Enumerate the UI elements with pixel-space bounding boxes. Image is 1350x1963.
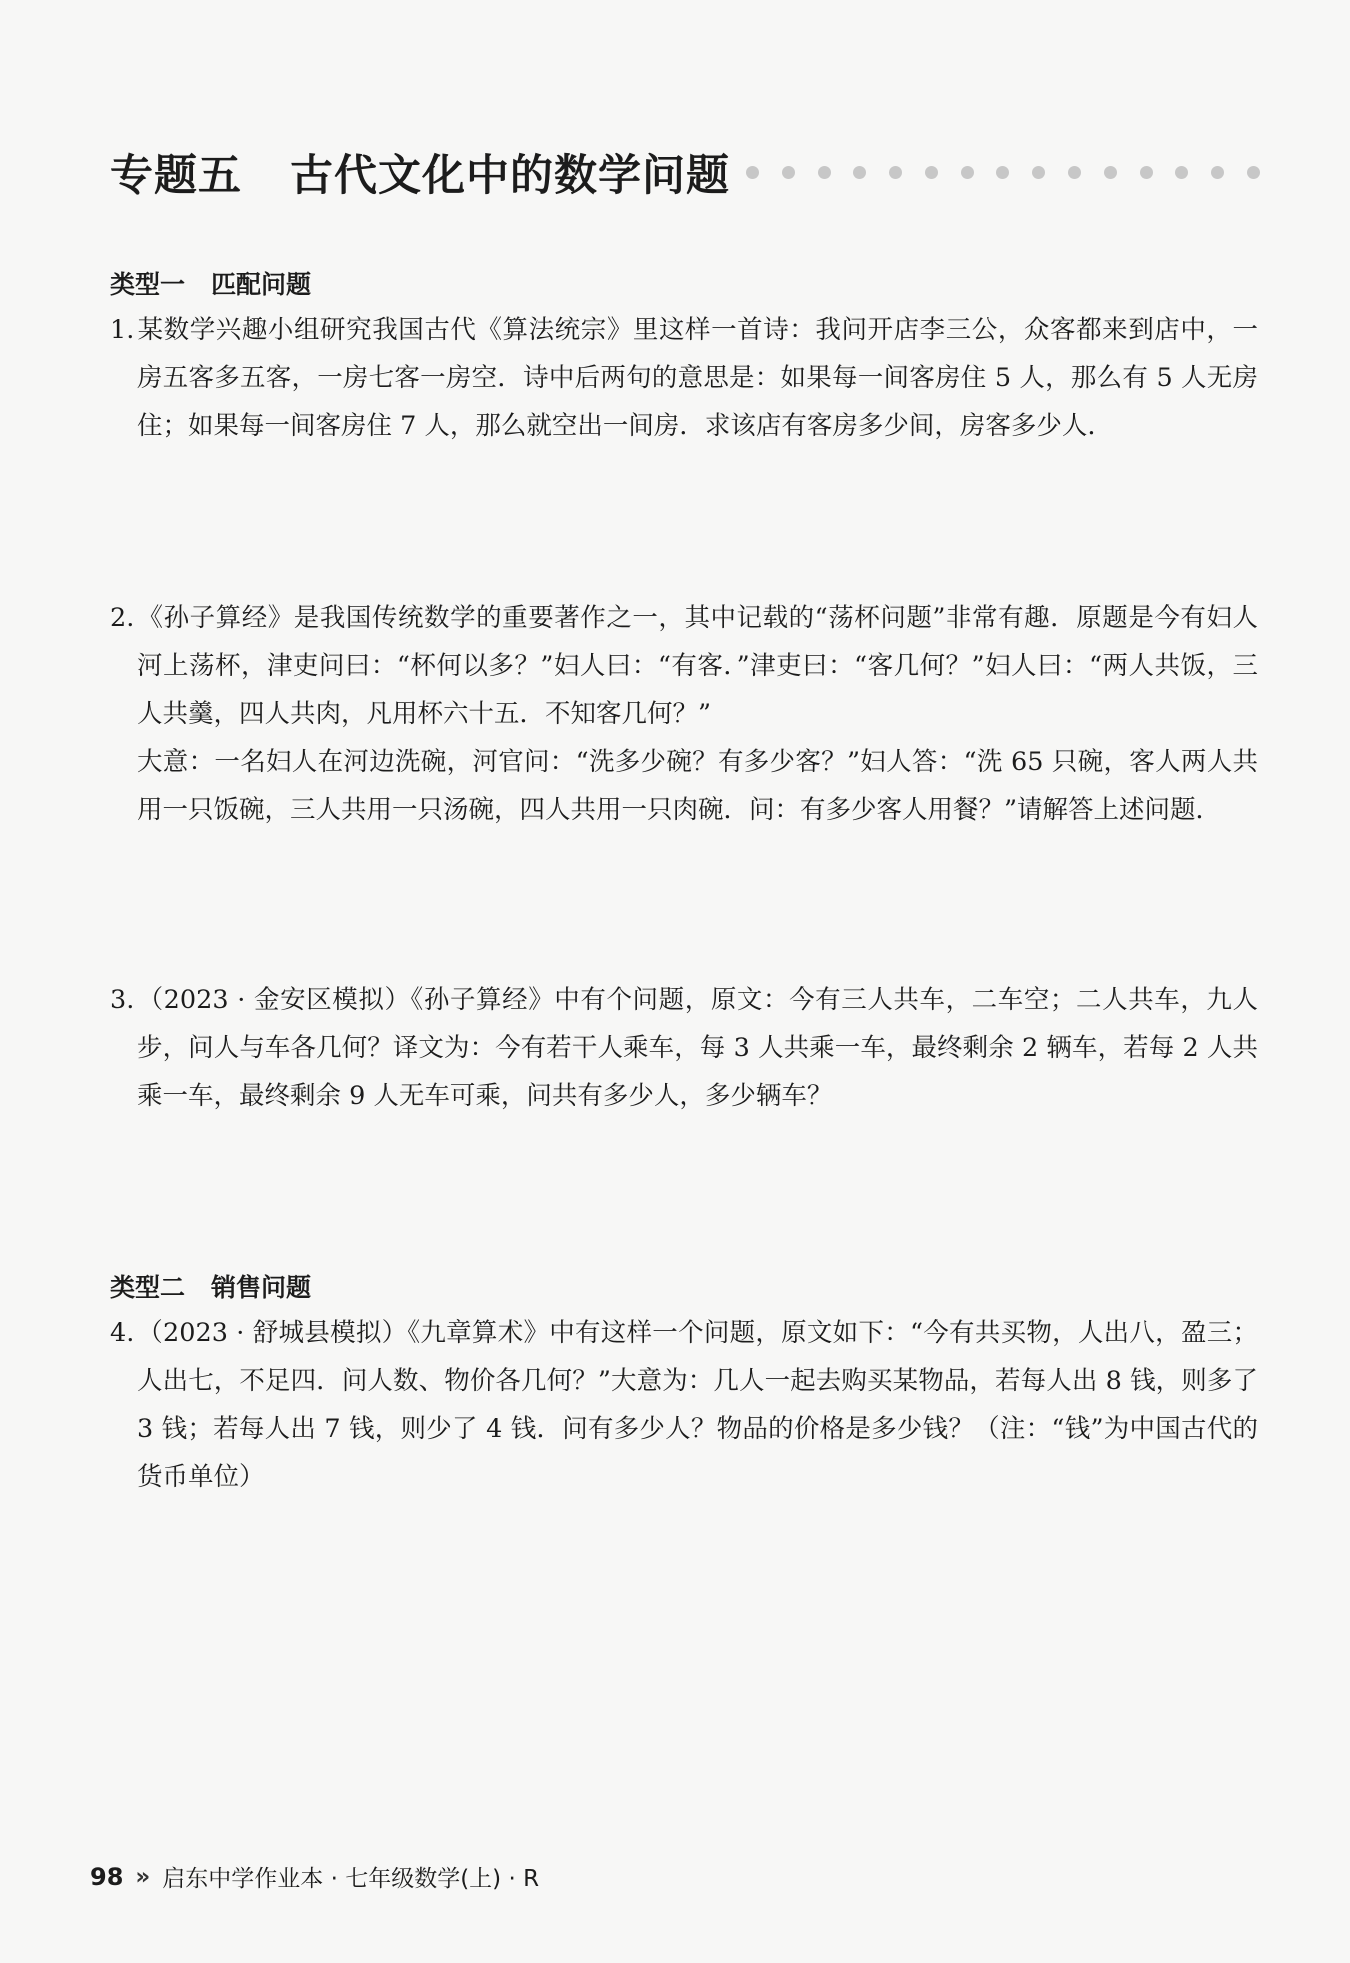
question-2 [110,594,1258,834]
question-number: 2. [110,603,135,633]
divider-dot [1211,166,1224,179]
question-3 [110,976,1258,1120]
topic-title: 古代文化中的数学问题 [290,150,730,201]
page-title [110,142,1260,202]
question-number: 3. [110,985,135,1015]
section-heading-sales [110,1268,311,1304]
question-number: 4. [110,1318,135,1348]
chevron-right-icon: » [135,1863,151,1890]
divider-dot [1104,166,1117,179]
question-number: 1. [110,315,135,345]
section-name: 销售问题 [211,1273,312,1302]
section-label: 类型二 [110,1273,186,1302]
question-text: 《孙子算经》是我国传统数学的重要著作之一，其中记载的“荡杯问题”非常有趣．原题是今有妇人河上荡杯，津吏问曰：“杯何以多？”妇人曰：“有客．”津吏曰：“客几何？”妇人曰：“两人共饭，三人共羹，四人共肉，凡用杯六十五．不知客几何？” [137,603,1258,729]
book-title: 启东中学作业本 · 七年级数学(上) · R [162,1866,540,1892]
section-heading-matching [110,265,311,301]
divider-dot [746,166,759,179]
question-text: （2023 · 舒城县模拟）《九章算术》中有这样一个问题，原文如下：“今有共买物，人出八，盈三；人出七，不足四．问人数、物价各几何？”大意为：几人一起去购买某物品，若每人出 8 钱，则多了 3 钱；若每人出 7 钱，则少了 4 钱．问有多少人？物品的价格是多少钱？（注：“钱”为中国古代的货币单位） [137,1318,1258,1492]
divider-dot [1140,166,1153,179]
section-label: 类型一 [110,270,186,299]
page-footer [90,1860,539,1893]
section-name: 匹配问题 [211,270,312,299]
divider-dot [1032,166,1045,179]
divider-dot [996,166,1009,179]
divider-dot [818,166,831,179]
divider-dot [925,166,938,179]
question-1 [110,306,1258,450]
topic-label: 专题五 [110,150,242,201]
divider-dot [889,166,902,179]
question-text: 某数学兴趣小组研究我国古代《算法统宗》里这样一首诗：我问开店李三公，众客都来到店中，一房五客多五客，一房七客一房空．诗中后两句的意思是：如果每一间客房住 5 人，那么有 5 人无房住；如果每一间客房住 7 人，那么就空出一间房．求该店有客房多少间，房客多少人． [137,315,1258,441]
divider-dot [1068,166,1081,179]
divider-dot [1175,166,1188,179]
divider-dot [961,166,974,179]
divider-dot [853,166,866,179]
question-text: （2023 · 金安区模拟）《孙子算经》中有个问题，原文：今有三人共车，二车空；二人共车，九人步，问人与车各几何？译文为：今有若干人乘车，每 3 人共乘一车，最终剩余 2 辆车，若每 2 人共乘一车，最终剩余 9 人无车可乘，问共有多少人，多少辆车？ [137,985,1258,1111]
divider-dot [1247,166,1260,179]
divider-dot [782,166,795,179]
question-4 [110,1309,1258,1501]
page-number: 98 [90,1862,124,1891]
question-note: 大意：一名妇人在河边洗碗，河官问：“洗多少碗？有多少客？”妇人答：“洗 65 只碗，客人两人共用一只饭碗，三人共用一只汤碗，四人共用一只肉碗．问：有多少客人用餐？”请解答上述问题． [137,747,1258,825]
title-dot-divider [746,165,1260,179]
